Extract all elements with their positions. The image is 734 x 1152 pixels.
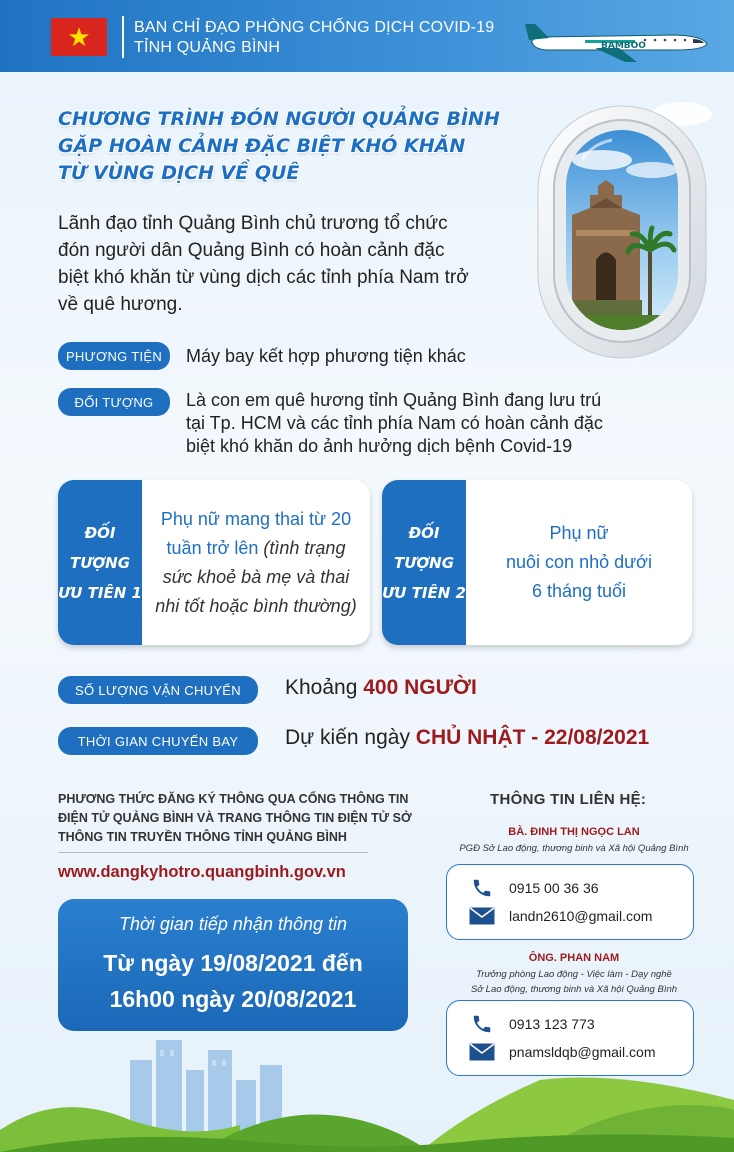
intro-line: Lãnh đạo tỉnh Quảng Bình chủ trương tổ chức: [58, 213, 448, 234]
contact-2-email: pnamsldqb@gmail.com: [509, 1044, 656, 1060]
email-icon: [469, 905, 495, 927]
airplane-icon: [525, 18, 710, 64]
intro-line: đón người dân Quảng Bình có hoàn cảnh đặc: [58, 240, 445, 261]
page-title: [58, 106, 528, 187]
receiving-time-line1: Từ ngày 19/08/2021 đến: [103, 949, 363, 976]
target-line: Là con em quê hương tỉnh Quảng Bình đang lưu trú: [186, 390, 602, 410]
contact-1-box: [446, 864, 694, 940]
title-line1: CHƯƠNG TRÌNH ĐÓN NGƯỜI QUẢNG BÌNH: [58, 108, 500, 130]
phone-icon: [469, 877, 495, 899]
receiving-time-title: Thời gian tiếp nhận thông tin: [118, 913, 348, 934]
registration-divider: [58, 852, 368, 853]
contact-2-role-line2: Sở Lao động, thương binh và Xã hội Quảng Bình: [470, 984, 678, 995]
registration-line: THÔNG TIN TRUYỀN THÔNG TỈNH QUẢNG BÌNH: [58, 830, 347, 844]
contact-person-2: [446, 952, 702, 997]
header-org-title: [134, 18, 494, 58]
priority-card-2: [382, 480, 692, 645]
intro-paragraph: [58, 210, 528, 318]
priority-1-label-line: ĐỐI TƯỢNG: [69, 523, 131, 572]
registration-method: [58, 790, 438, 847]
priority-2-label-line: ĐỐI TƯỢNG: [393, 523, 455, 572]
contact-1-email: landn2610@gmail.com: [509, 908, 653, 924]
contact-1-phone: 0915 00 36 36: [509, 880, 599, 896]
contact-person-1: [446, 826, 702, 856]
title-line2: GẶP HOÀN CẢNH ĐẶC BIỆT KHÓ KHĂN: [58, 135, 466, 157]
quantity-text: [285, 676, 477, 700]
priority-card-1: [58, 480, 370, 645]
priority-2-line: nuôi con nhỏ dưới: [506, 552, 652, 572]
vehicle-text: Máy bay kết hợp phương tiện khác: [186, 346, 466, 366]
header-org-line1: BAN CHỈ ĐẠO PHÒNG CHỐNG DỊCH COVID-19: [134, 19, 495, 36]
vietnam-flag-icon: [51, 18, 107, 56]
registration-url-link[interactable]: www.dangkyhotro.quangbinh.gov.vn: [58, 863, 346, 881]
priority-1-description: [142, 480, 370, 645]
contact-1-email-row[interactable]: [469, 905, 652, 927]
quantity-label-tag: SỐ LƯỢNG VẬN CHUYỂN: [58, 676, 258, 704]
flight-time-text: [285, 726, 649, 750]
star-icon: ★: [67, 22, 91, 52]
target-text: [186, 389, 686, 458]
target-line: biệt khó khăn do ảnh hưởng dịch bệnh Covid-19: [186, 436, 573, 456]
contact-1-phone-row[interactable]: [469, 877, 599, 899]
receiving-time-line2: 16h00 ngày 20/08/2021: [109, 985, 357, 1012]
quantity-prefix: Khoảng: [285, 676, 364, 699]
contact-heading: THÔNG TIN LIÊN HỆ:: [490, 791, 647, 808]
priority-1-note: nhi tốt hoặc bình thường): [155, 595, 357, 616]
priority-2-line: Phụ nữ: [549, 523, 609, 543]
airplane-window-illustration: [532, 100, 712, 362]
priority-1-line: [167, 534, 346, 563]
priority-1-label: [58, 480, 142, 645]
flight-time-label-tag: THỜI GIAN CHUYẾN BAY: [58, 727, 258, 755]
contact-2-name: ÔNG. PHAN NAM: [528, 952, 620, 964]
header-org-line2: TỈNH QUẢNG BÌNH: [134, 39, 281, 56]
quantity-value: 400 NGƯỜI: [363, 676, 477, 699]
header-divider: [122, 16, 124, 58]
contact-2-phone: 0913 123 773: [509, 1016, 595, 1032]
registration-line: ĐIỆN TỬ QUẢNG BÌNH VÀ TRANG THÔNG TIN ĐIỆN TỬ SỞ: [58, 811, 412, 825]
target-label-tag: ĐỐI TƯỢNG: [58, 388, 170, 416]
city-hills-illustration: [0, 1010, 734, 1152]
priority-1-note: sức khoẻ bà mẹ và thai: [162, 566, 350, 587]
flight-time-value: CHỦ NHẬT - 22/08/2021: [415, 726, 650, 749]
registration-line: PHƯƠNG THỨC ĐĂNG KÝ THÔNG QUA CỔNG THÔNG TIN: [58, 792, 409, 806]
priority-2-description: [466, 480, 692, 645]
priority-2-label-line: ƯU TIÊN 2: [382, 583, 466, 602]
intro-line: biệt khó khăn từ vùng dịch các tỉnh phía Nam trở: [58, 267, 469, 288]
vehicle-label-tag: PHƯƠNG TIỆN: [58, 342, 170, 370]
intro-line: về quê hương.: [58, 294, 183, 315]
contact-1-name: BÀ. ĐINH THỊ NGỌC LAN: [508, 826, 640, 838]
airline-logo: BAMBOO: [601, 41, 646, 51]
priority-1-label-line: ƯU TIÊN 1: [58, 583, 142, 602]
priority-1-line: Phụ nữ mang thai từ 20: [160, 508, 352, 529]
priority-1-text: tuần trở lên: [166, 537, 259, 558]
priority-2-line: 6 tháng tuổi: [531, 581, 627, 601]
priority-2-label: [382, 480, 466, 645]
flight-time-prefix: Dự kiến ngày: [285, 726, 416, 749]
title-line3: TỪ VÙNG DỊCH VỀ QUÊ: [58, 162, 300, 184]
priority-1-note: (tình trạng: [258, 537, 346, 558]
contact-2-role-line1: Trưởng phòng Lao động - Việc làm - Dạy nghề: [476, 969, 672, 980]
target-line: tại Tp. HCM và các tỉnh phía Nam có hoàn cảnh đặc: [186, 413, 603, 433]
contact-1-role: PGĐ Sở Lao động, thương binh và Xã hội Quảng Bình: [459, 843, 689, 854]
